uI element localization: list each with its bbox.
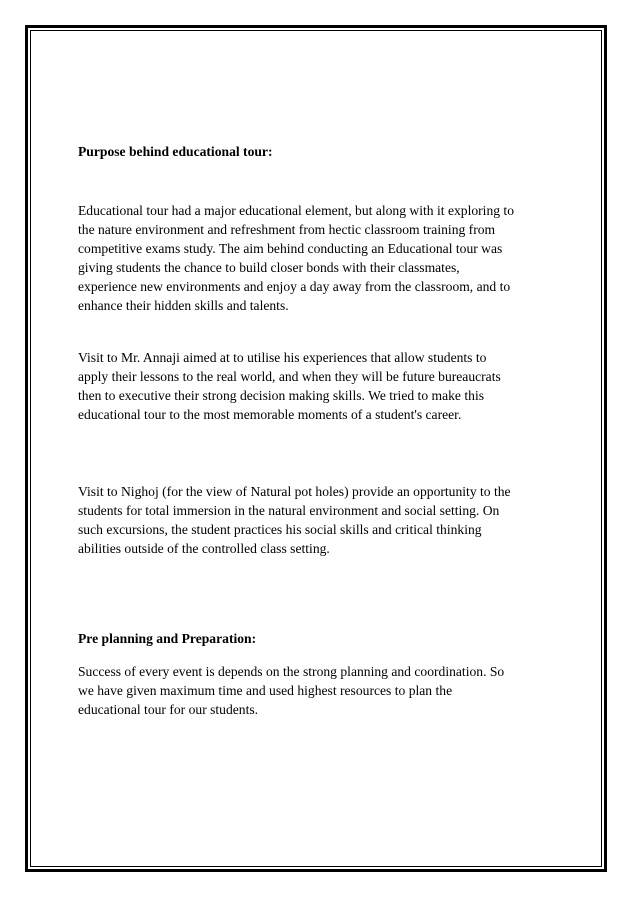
paragraph-nighoj-visit [78,482,568,558]
paragraph-line: educational tour to the most memorable moments of a student's career. [78,407,462,422]
section-heading-preplanning: Pre planning and Preparation: [78,631,257,646]
paragraph-line: Educational tour had a major educational element, but along with it exploring to [78,203,515,218]
paragraph-line: such excursions, the student practices his social skills and critical thinking [78,522,482,537]
paragraph-line: Success of every event is depends on the strong planning and coordination. So [78,664,505,679]
paragraph-line: then to executive their strong decision making skills. We tried to make this [78,388,485,403]
paragraph-line: students for total immersion in the natural environment and social setting. On [78,503,500,518]
paragraph-line: competitive exams study. The aim behind conducting an Educational tour was [78,241,503,256]
paragraph-annaji-visit [78,348,568,424]
paragraph-line: experience new environments and enjoy a day away from the classroom, and to [78,279,511,294]
paragraph-line: we have given maximum time and used highest resources to plan the [78,683,453,698]
paragraph-line: the nature environment and refreshment from hectic classroom training from [78,222,496,237]
paragraph-line: abilities outside of the controlled class setting. [78,541,330,556]
paragraph-line: educational tour for our students. [78,702,259,717]
paragraph-line: apply their lessons to the real world, and when they will be future bureaucrats [78,369,501,384]
paragraph-line: enhance their hidden skills and talents. [78,298,289,313]
paragraph-purpose [78,201,568,315]
paragraph-preplanning [78,662,568,719]
paragraph-line: giving students the chance to build closer bonds with their classmates, [78,260,460,275]
paragraph-line: Visit to Nighoj (for the view of Natural pot holes) provide an opportunity to the [78,484,511,499]
paragraph-line: Visit to Mr. Annaji aimed at to utilise his experiences that allow students to [78,350,487,365]
section-heading-purpose: Purpose behind educational tour: [78,144,273,159]
